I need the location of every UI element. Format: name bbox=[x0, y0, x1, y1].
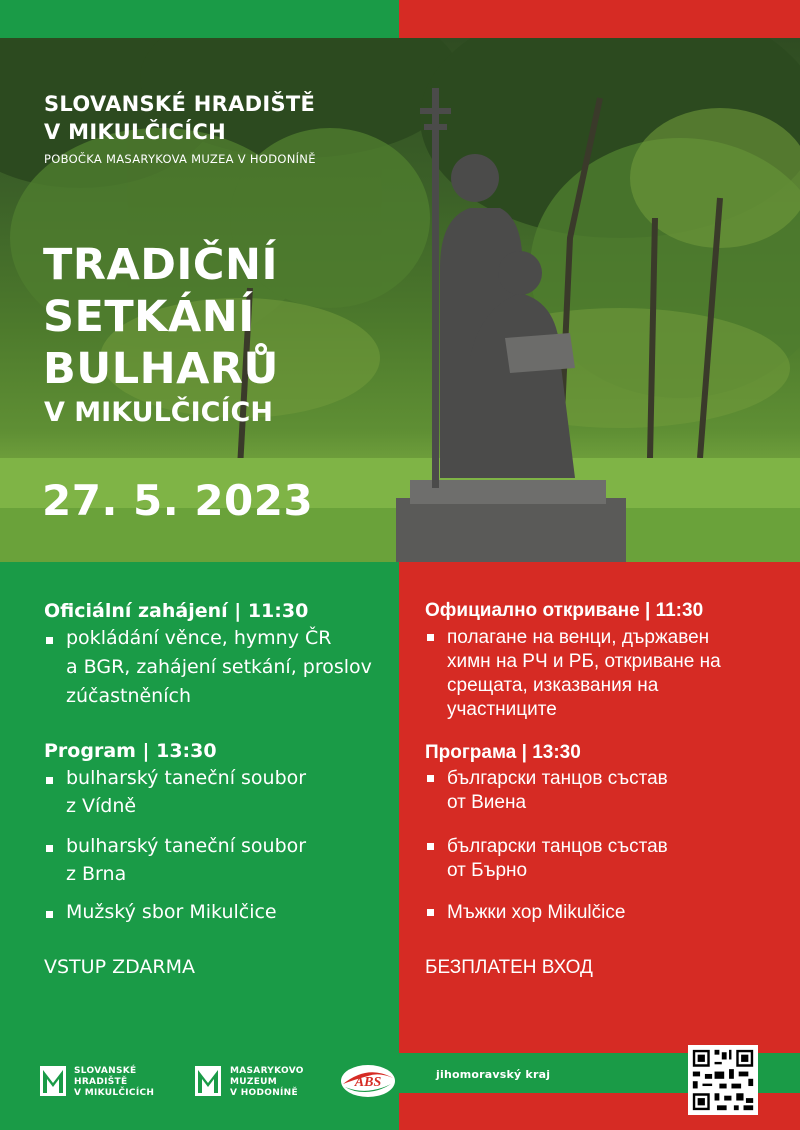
bg-program-heading: Програма | 13:30 bbox=[425, 742, 581, 763]
bg-opening-line4: участниците bbox=[447, 699, 557, 720]
logo2-text bbox=[230, 1066, 304, 1099]
cz-opening-line3: zúčastněních bbox=[66, 685, 191, 707]
logo2-line3: V HODONÍNĚ bbox=[230, 1088, 298, 1098]
cz-free-entry: VSTUP ZDARMA bbox=[44, 956, 195, 978]
bullet-icon bbox=[46, 777, 53, 784]
event-title-line3: BULHARŮ bbox=[43, 344, 279, 394]
bullet-icon bbox=[427, 843, 434, 850]
cz-program-item3: Mužský sbor Mikulčice bbox=[66, 901, 277, 923]
logo1-line3: V MIKULČICÍCH bbox=[74, 1088, 155, 1098]
event-location: V MIKULČICÍCH bbox=[44, 397, 273, 428]
bg-opening-line2: химн на РЧ и РБ, откриване на bbox=[447, 651, 721, 672]
logo1-text bbox=[74, 1066, 154, 1099]
bullet-icon bbox=[427, 909, 434, 916]
cz-program-item2: bulharský taneční soubor bbox=[66, 835, 307, 857]
cz-program-item1-line2: z Vídně bbox=[66, 795, 137, 817]
bg-opening-line1: полагане на венци, държавен bbox=[447, 627, 710, 648]
qr-code-icon[interactable] bbox=[688, 1045, 758, 1115]
logo2-line2: MUZEUM bbox=[230, 1077, 278, 1087]
bullet-icon bbox=[427, 634, 434, 641]
logo1-line1: SLOVANSKÉ bbox=[74, 1066, 137, 1076]
bg-program-item1: български танцов състав bbox=[447, 768, 668, 789]
bg-program-item3: Мъжки хор Mikulčice bbox=[447, 902, 626, 923]
bullet-icon bbox=[427, 775, 434, 782]
institution-subtitle: POBOČKA MASARYKOVA MUZEA V HODONÍNĚ bbox=[44, 152, 316, 166]
cz-opening-line2: a BGR, zahájení setkání, proslov bbox=[66, 656, 372, 678]
cz-program-heading: Program | 13:30 bbox=[44, 740, 217, 762]
museum-m-logo-icon bbox=[195, 1066, 221, 1096]
event-title-line1: TRADIČNÍ bbox=[43, 240, 278, 290]
region-label: jihomoravský kraj bbox=[436, 1068, 551, 1081]
abs-logo-text: ABS bbox=[354, 1075, 382, 1090]
cz-program-item1: bulharský taneční soubor bbox=[66, 767, 307, 789]
cz-opening-line1: pokládání věnce, hymny ČR bbox=[66, 627, 332, 649]
museum-m-logo-icon bbox=[40, 1066, 66, 1096]
bullet-icon bbox=[46, 845, 53, 852]
event-title-line2: SETKÁNÍ bbox=[43, 292, 255, 342]
bg-free-entry: БЕЗПЛАТЕН ВХОД bbox=[425, 957, 593, 978]
bullet-icon bbox=[46, 637, 53, 644]
bullet-icon bbox=[46, 911, 53, 918]
cz-program-item2-line2: z Brna bbox=[66, 863, 127, 885]
institution-location: V MIKULČICÍCH bbox=[44, 120, 226, 144]
logo1-line2: HRADIŠTĚ bbox=[74, 1077, 128, 1087]
bg-opening-heading: Официално откриване | 11:30 bbox=[425, 600, 704, 621]
institution-name: SLOVANSKÉ HRADIŠTĚ bbox=[44, 92, 316, 116]
bg-program-item2-line2: от Бърно bbox=[447, 860, 528, 881]
bg-program-item2: български танцов състав bbox=[447, 836, 668, 857]
bg-opening-line3: срещата, изказвания на bbox=[447, 675, 659, 696]
abs-logo-icon bbox=[339, 1062, 397, 1100]
bg-program-item1-line2: от Виена bbox=[447, 792, 527, 813]
event-date: 27. 5. 2023 bbox=[42, 476, 314, 525]
logo2-line1: MASARYKOVO bbox=[230, 1066, 304, 1076]
cz-opening-heading: Oficiální zahájení | 11:30 bbox=[44, 600, 309, 622]
